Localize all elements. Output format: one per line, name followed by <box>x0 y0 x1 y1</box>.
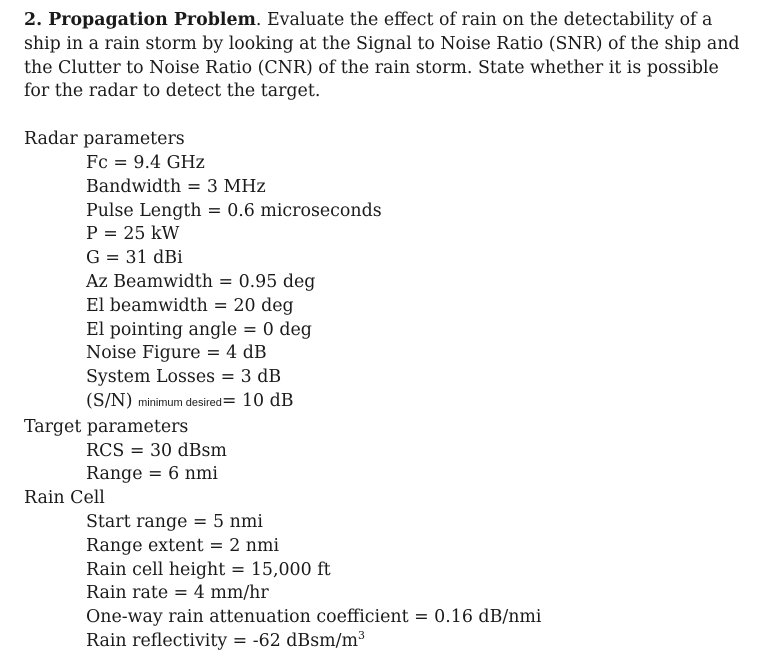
rain-section-title: Rain Cell <box>24 488 105 509</box>
radar-param-bandwidth: Bandwidth = 3 MHz <box>86 176 266 197</box>
rain-param-reflectivity <box>86 630 749 654</box>
snr-subscript: minimum desired <box>138 396 222 409</box>
radar-section-title: Radar parameters <box>24 129 185 150</box>
radar-param-az-beamwidth: Az Beamwidth = 0.95 deg <box>86 271 316 292</box>
problem-document <box>24 9 749 654</box>
rain-param-attenuation: One-way rain attenuation coefficient = 0.16 dB/nmi <box>86 607 542 628</box>
target-section-title: Target parameters <box>24 416 189 437</box>
reflectivity-text: Rain reflectivity = -62 dBsm/m <box>86 630 358 651</box>
problem-text: . Evaluate the effect of rain on the detectability of a ship in a rain storm by looking at the Signal to Noise Ratio (SNR) of the ship and the Clutter to Noise Ratio (CNR) of the rain storm. State whether it is possible for the radar to detect the target. <box>24 10 740 102</box>
rain-param-range-extent: Range extent = 2 nmi <box>86 535 280 556</box>
radar-param-pulse-length: Pulse Length = 0.6 microseconds <box>86 200 382 221</box>
paragraph-gap <box>24 104 749 128</box>
radar-param-noise-figure: Noise Figure = 4 dB <box>86 343 267 364</box>
radar-param-el-beamwidth: El beamwidth = 20 deg <box>86 295 294 316</box>
radar-param-system-losses: System Losses = 3 dB <box>86 367 282 388</box>
problem-title: Propagation Problem <box>48 10 256 30</box>
target-param-range: Range = 6 nmi <box>86 464 218 485</box>
problem-heading <box>24 10 256 30</box>
rain-param-cell-height: Rain cell height = 15,000 ft <box>86 559 331 580</box>
snr-suffix: = 10 dB <box>221 390 294 411</box>
radar-param-power: P = 25 kW <box>86 224 180 245</box>
reflectivity-exponent: 3 <box>357 629 365 643</box>
problem-number: 2. <box>24 10 43 30</box>
radar-param-snr <box>86 390 749 416</box>
radar-param-gain: G = 31 dBi <box>86 248 183 269</box>
radar-param-frequency: Fc = 9.4 GHz <box>86 152 205 173</box>
radar-param-el-pointing: El pointing angle = 0 deg <box>86 319 312 340</box>
snr-prefix: (S/N) <box>86 390 133 411</box>
rain-param-start-range: Start range = 5 nmi <box>86 511 263 532</box>
target-param-rcs: RCS = 30 dBsm <box>86 440 227 461</box>
problem-statement <box>24 9 749 104</box>
rain-param-rain-rate: Rain rate = 4 mm/hr <box>86 583 269 604</box>
